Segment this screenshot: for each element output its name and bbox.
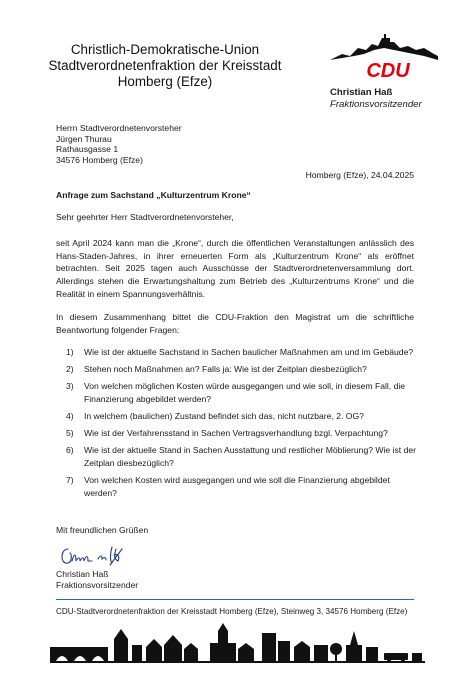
recipient-line-2: Jürgen Thurau bbox=[56, 133, 112, 144]
question-text: In welchem (baulichen) Zustand befindet sich das, nicht nutzbare, 2. OG? bbox=[84, 411, 364, 421]
signer-role: Fraktionsvorsitzender bbox=[56, 579, 139, 590]
list-item bbox=[66, 380, 422, 406]
letterhead-line-1: Christlich-Demokratische-Union bbox=[70, 42, 260, 57]
letter-subject: Anfrage zum Sachstand „Kulturzentrum Krone“ bbox=[56, 190, 251, 200]
question-number: 5) bbox=[66, 428, 74, 438]
question-text: Wie ist der Verfahrensstand in Sachen Vertragsverhandlung bzgl. Verpachtung? bbox=[84, 428, 388, 438]
recipient-line-4: 34576 Homberg (Efze) bbox=[56, 154, 143, 165]
letterhead-line-2: Stadtverordnetenfraktion der Kreisstadt bbox=[48, 58, 282, 73]
list-item bbox=[66, 444, 422, 470]
recipient-line-1: Herrn Stadtverordnetenvorsteher bbox=[56, 123, 182, 133]
question-text: Stehen noch Maßnahmen an? Falls ja: Wie ist der Zeitplan diesbezüglich? bbox=[84, 364, 367, 374]
sender-role: Fraktionsvorsitzender bbox=[330, 98, 422, 110]
cdu-logo bbox=[328, 30, 440, 82]
town-skyline-illustration bbox=[50, 623, 425, 663]
question-text: Wie ist der aktuelle Sachstand in Sachen baulicher Maßnahmen am und im Gebäude? bbox=[84, 347, 414, 357]
list-item bbox=[66, 474, 422, 500]
letterhead-title bbox=[40, 42, 290, 90]
letter-date: Homberg (Efze), 24.04.2025 bbox=[305, 170, 414, 180]
sender-block bbox=[330, 87, 422, 110]
question-text: Wie ist der aktuelle Stand in Sachen Ausstattung und restlicher Möblierung? Wie ist der Zeitplan diesbezüglich? bbox=[84, 445, 416, 468]
letterhead-line-3: Homberg (Efze) bbox=[117, 74, 213, 89]
cdu-logo-text: CDU bbox=[366, 60, 410, 82]
question-number: 6) bbox=[66, 445, 74, 455]
signer-name: Christian Haß bbox=[56, 569, 109, 579]
question-number: 4) bbox=[66, 411, 74, 421]
question-number: 1) bbox=[66, 347, 74, 357]
question-text: Von welchen möglichen Kosten würde ausgegangen und wie soll, in diesem Fall, die Finanzierung abgebildet werden? bbox=[84, 381, 406, 404]
sender-name: Christian Haß bbox=[330, 87, 393, 98]
question-text: Von welchen Kosten wird ausgegangen und wie soll die Finanzierung abgebildet werden? bbox=[84, 475, 390, 498]
question-list bbox=[66, 346, 422, 504]
question-number: 2) bbox=[66, 364, 74, 374]
list-item bbox=[66, 410, 422, 423]
handwritten-signature bbox=[58, 543, 128, 569]
body-paragraph-1: seit April 2024 kann man die „Krone“, durch die öffentlichen Veranstaltungen anlässlich des Hans-Staden-Jahres, in ihrer erneuerten Form als „Kulturzentrum Krone“ als eröffnet betrachten. Seit 2025 tagen auch Ausschüsse der Stadtverordnetenversammlung dort. Allerdings stehen die Erwartungshaltung zum Betrieb des „Kulturzentrums Krone“ und die Realität in einem Spannungsverhältnis. bbox=[56, 238, 414, 299]
salutation: Sehr geehrter Herr Stadtverordnetenvorsteher, bbox=[56, 212, 234, 222]
question-number: 3) bbox=[66, 381, 74, 391]
question-number: 7) bbox=[66, 475, 74, 485]
closing-line: Mit freundlichen Grüßen bbox=[56, 525, 149, 535]
recipient-address bbox=[56, 123, 182, 165]
footer-divider bbox=[56, 599, 414, 600]
signer-block bbox=[56, 569, 138, 590]
list-item bbox=[66, 346, 422, 359]
list-item bbox=[66, 363, 422, 376]
footer-address: CDU-Stadtverordnetenfraktion der Kreisstadt Homberg (Efze), Steinweg 3, 34576 Homberg (Efze) bbox=[56, 607, 408, 616]
recipient-line-3: Rathausgasse 1 bbox=[56, 144, 119, 154]
body-paragraph-2: In diesem Zusammenhang bittet die CDU-Fraktion den Magistrat um die schriftliche Beantwortung folgender Fragen: bbox=[56, 312, 414, 335]
list-item bbox=[66, 427, 422, 440]
